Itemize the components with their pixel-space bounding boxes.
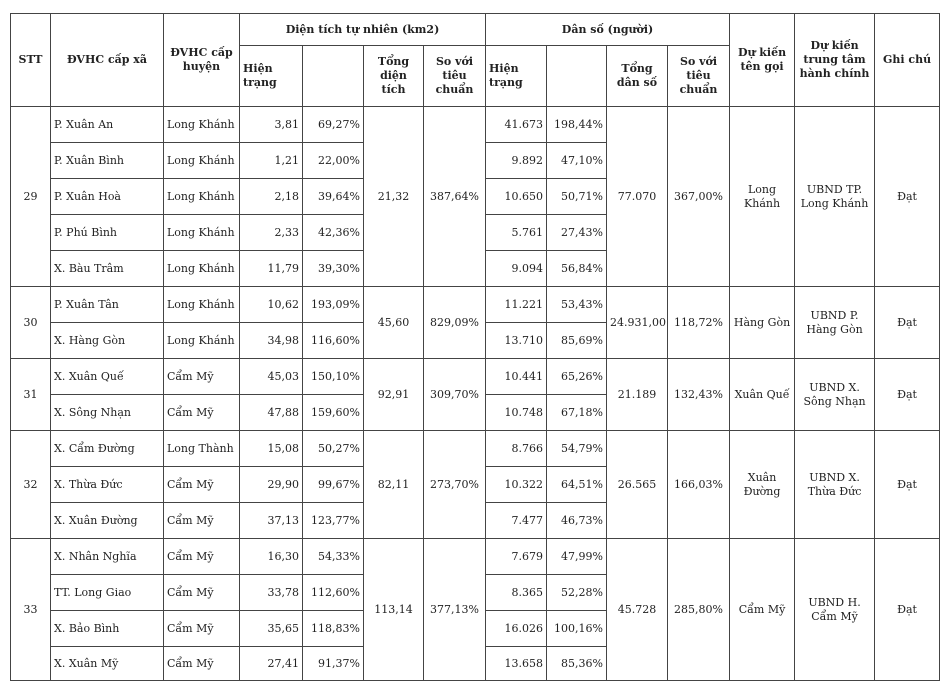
header-pop-pct bbox=[547, 46, 607, 107]
commune-cell: X. Hàng Gòn bbox=[51, 323, 164, 359]
district-cell: Cẩm Mỹ bbox=[164, 611, 240, 647]
commune-cell: P. Xuân Hoà bbox=[51, 179, 164, 215]
area-pct-cell: 91,37% bbox=[303, 647, 364, 681]
area-current-cell: 35,65 bbox=[240, 611, 303, 647]
stt-cell: 33 bbox=[11, 539, 51, 681]
commune-cell: X. Bảo Bình bbox=[51, 611, 164, 647]
pop-pct-cell: 85,69% bbox=[547, 323, 607, 359]
header-district: ĐVHC cấp huyện bbox=[164, 14, 240, 107]
header-admin-center: Dự kiến trung tâm hành chính bbox=[795, 14, 875, 107]
commune-cell: X. Nhân Nghĩa bbox=[51, 539, 164, 575]
pop-pct-cell: 52,28% bbox=[547, 575, 607, 611]
area-current-cell: 15,08 bbox=[240, 431, 303, 467]
district-cell: Long Khánh bbox=[164, 287, 240, 323]
header-area-current: Hiện trạng bbox=[240, 46, 303, 107]
stt-cell: 29 bbox=[11, 107, 51, 287]
header-pop-ratio: So với tiêu chuẩn bbox=[668, 46, 730, 107]
pop-pct-cell: 67,18% bbox=[547, 395, 607, 431]
table-header bbox=[11, 14, 940, 107]
area-pct-cell: 99,67% bbox=[303, 467, 364, 503]
area-current-cell: 29,90 bbox=[240, 467, 303, 503]
commune-cell: P. Phú Bình bbox=[51, 215, 164, 251]
stt-cell: 30 bbox=[11, 287, 51, 359]
pop-current-cell: 9.892 bbox=[486, 143, 547, 179]
pop-current-cell: 13.710 bbox=[486, 323, 547, 359]
header-pop-total: Tổng dân số bbox=[607, 46, 668, 107]
proposed-name-cell: Cẩm Mỹ bbox=[730, 539, 795, 681]
header-area-group: Diện tích tự nhiên (km2) bbox=[240, 14, 486, 46]
area-current-cell: 1,21 bbox=[240, 143, 303, 179]
area-pct-cell: 116,60% bbox=[303, 323, 364, 359]
pop-current-cell: 7.679 bbox=[486, 539, 547, 575]
pop-pct-cell: 65,26% bbox=[547, 359, 607, 395]
table-row bbox=[11, 431, 940, 467]
pop-pct-cell: 54,79% bbox=[547, 431, 607, 467]
table-row bbox=[11, 287, 940, 323]
pop-ratio-cell: 132,43% bbox=[668, 359, 730, 431]
commune-cell: X. Thừa Đức bbox=[51, 467, 164, 503]
admin-center-cell: UBND P. Hàng Gòn bbox=[795, 287, 875, 359]
area-current-cell: 37,13 bbox=[240, 503, 303, 539]
pop-pct-cell: 64,51% bbox=[547, 467, 607, 503]
area-pct-cell: 112,60% bbox=[303, 575, 364, 611]
district-cell: Long Khánh bbox=[164, 143, 240, 179]
note-cell: Đạt bbox=[875, 107, 940, 287]
pop-current-cell: 5.761 bbox=[486, 215, 547, 251]
district-cell: Cẩm Mỹ bbox=[164, 647, 240, 681]
pop-current-cell: 10.650 bbox=[486, 179, 547, 215]
pop-pct-cell: 46,73% bbox=[547, 503, 607, 539]
pop-pct-cell: 27,43% bbox=[547, 215, 607, 251]
area-total-cell: 21,32 bbox=[364, 107, 424, 287]
district-cell: Cẩm Mỹ bbox=[164, 503, 240, 539]
area-ratio-cell: 377,13% bbox=[424, 539, 486, 681]
proposed-name-cell: Xuân Đường bbox=[730, 431, 795, 539]
area-pct-cell: 54,33% bbox=[303, 539, 364, 575]
commune-cell: P. Xuân Tân bbox=[51, 287, 164, 323]
pop-current-cell: 16.026 bbox=[486, 611, 547, 647]
area-pct-cell: 42,36% bbox=[303, 215, 364, 251]
district-cell: Long Khánh bbox=[164, 323, 240, 359]
area-pct-cell: 118,83% bbox=[303, 611, 364, 647]
header-area-total: Tổng diện tích bbox=[364, 46, 424, 107]
pop-pct-cell: 85,36% bbox=[547, 647, 607, 681]
note-cell: Đạt bbox=[875, 287, 940, 359]
header-stt: STT bbox=[11, 14, 51, 107]
header-area-pct bbox=[303, 46, 364, 107]
area-pct-cell: 123,77% bbox=[303, 503, 364, 539]
area-current-cell: 16,30 bbox=[240, 539, 303, 575]
header-pop-current: Hiện trạng bbox=[486, 46, 547, 107]
table-row bbox=[11, 539, 940, 575]
district-cell: Long Khánh bbox=[164, 215, 240, 251]
district-cell: Cẩm Mỹ bbox=[164, 395, 240, 431]
note-cell: Đạt bbox=[875, 431, 940, 539]
proposed-name-cell: Hàng Gòn bbox=[730, 287, 795, 359]
area-current-cell: 33,78 bbox=[240, 575, 303, 611]
table-body bbox=[11, 107, 940, 681]
area-ratio-cell: 309,70% bbox=[424, 359, 486, 431]
district-cell: Cẩm Mỹ bbox=[164, 575, 240, 611]
area-pct-cell: 69,27% bbox=[303, 107, 364, 143]
pop-pct-cell: 56,84% bbox=[547, 251, 607, 287]
pop-total-cell: 26.565 bbox=[607, 431, 668, 539]
area-pct-cell: 50,27% bbox=[303, 431, 364, 467]
commune-cell: X. Bàu Trâm bbox=[51, 251, 164, 287]
pop-current-cell: 11.221 bbox=[486, 287, 547, 323]
area-current-cell: 11,79 bbox=[240, 251, 303, 287]
table-row bbox=[11, 107, 940, 143]
district-cell: Cẩm Mỹ bbox=[164, 539, 240, 575]
area-current-cell: 2,18 bbox=[240, 179, 303, 215]
stt-cell: 32 bbox=[11, 431, 51, 539]
pop-pct-cell: 53,43% bbox=[547, 287, 607, 323]
area-total-cell: 82,11 bbox=[364, 431, 424, 539]
area-ratio-cell: 273,70% bbox=[424, 431, 486, 539]
commune-cell: X. Xuân Mỹ bbox=[51, 647, 164, 681]
commune-cell: X. Xuân Quế bbox=[51, 359, 164, 395]
pop-total-cell: 24.931,00 bbox=[607, 287, 668, 359]
area-total-cell: 113,14 bbox=[364, 539, 424, 681]
district-cell: Long Khánh bbox=[164, 179, 240, 215]
stt-cell: 31 bbox=[11, 359, 51, 431]
table-row bbox=[11, 359, 940, 395]
area-current-cell: 3,81 bbox=[240, 107, 303, 143]
area-total-cell: 45,60 bbox=[364, 287, 424, 359]
pop-current-cell: 7.477 bbox=[486, 503, 547, 539]
pop-ratio-cell: 367,00% bbox=[668, 107, 730, 287]
note-cell: Đạt bbox=[875, 539, 940, 681]
area-current-cell: 47,88 bbox=[240, 395, 303, 431]
note-cell: Đạt bbox=[875, 359, 940, 431]
area-current-cell: 27,41 bbox=[240, 647, 303, 681]
commune-cell: X. Cẩm Đường bbox=[51, 431, 164, 467]
admin-center-cell: UBND X. Sông Nhạn bbox=[795, 359, 875, 431]
area-pct-cell: 39,30% bbox=[303, 251, 364, 287]
area-total-cell: 92,91 bbox=[364, 359, 424, 431]
pop-pct-cell: 198,44% bbox=[547, 107, 607, 143]
header-pop-group: Dân số (người) bbox=[486, 14, 730, 46]
pop-pct-cell: 47,10% bbox=[547, 143, 607, 179]
district-cell: Cẩm Mỹ bbox=[164, 359, 240, 395]
admin-center-cell: UBND TP. Long Khánh bbox=[795, 107, 875, 287]
area-pct-cell: 39,64% bbox=[303, 179, 364, 215]
area-ratio-cell: 829,09% bbox=[424, 287, 486, 359]
district-cell: Long Thành bbox=[164, 431, 240, 467]
proposed-name-cell: Long Khánh bbox=[730, 107, 795, 287]
admin-units-table bbox=[10, 13, 940, 681]
pop-current-cell: 41.673 bbox=[486, 107, 547, 143]
commune-cell: P. Xuân An bbox=[51, 107, 164, 143]
district-cell: Long Khánh bbox=[164, 107, 240, 143]
area-current-cell: 45,03 bbox=[240, 359, 303, 395]
pop-ratio-cell: 118,72% bbox=[668, 287, 730, 359]
area-pct-cell: 22,00% bbox=[303, 143, 364, 179]
area-current-cell: 2,33 bbox=[240, 215, 303, 251]
admin-center-cell: UBND X. Thừa Đức bbox=[795, 431, 875, 539]
commune-cell: X. Sông Nhạn bbox=[51, 395, 164, 431]
pop-current-cell: 8.365 bbox=[486, 575, 547, 611]
pop-current-cell: 13.658 bbox=[486, 647, 547, 681]
area-pct-cell: 159,60% bbox=[303, 395, 364, 431]
pop-current-cell: 10.441 bbox=[486, 359, 547, 395]
pop-pct-cell: 47,99% bbox=[547, 539, 607, 575]
commune-cell: P. Xuân Bình bbox=[51, 143, 164, 179]
header-commune: ĐVHC cấp xã bbox=[51, 14, 164, 107]
commune-cell: TT. Long Giao bbox=[51, 575, 164, 611]
district-cell: Cẩm Mỹ bbox=[164, 467, 240, 503]
district-cell: Long Khánh bbox=[164, 251, 240, 287]
proposed-name-cell: Xuân Quế bbox=[730, 359, 795, 431]
pop-pct-cell: 50,71% bbox=[547, 179, 607, 215]
pop-total-cell: 21.189 bbox=[607, 359, 668, 431]
pop-total-cell: 77.070 bbox=[607, 107, 668, 287]
pop-pct-cell: 100,16% bbox=[547, 611, 607, 647]
area-pct-cell: 193,09% bbox=[303, 287, 364, 323]
header-proposed-name: Dự kiến tên gọi bbox=[730, 14, 795, 107]
area-current-cell: 10,62 bbox=[240, 287, 303, 323]
area-ratio-cell: 387,64% bbox=[424, 107, 486, 287]
pop-current-cell: 10.322 bbox=[486, 467, 547, 503]
area-pct-cell: 150,10% bbox=[303, 359, 364, 395]
header-note: Ghi chú bbox=[875, 14, 940, 107]
pop-ratio-cell: 166,03% bbox=[668, 431, 730, 539]
pop-current-cell: 9.094 bbox=[486, 251, 547, 287]
header-area-ratio: So với tiêu chuẩn bbox=[424, 46, 486, 107]
commune-cell: X. Xuân Đường bbox=[51, 503, 164, 539]
pop-total-cell: 45.728 bbox=[607, 539, 668, 681]
pop-current-cell: 10.748 bbox=[486, 395, 547, 431]
area-current-cell: 34,98 bbox=[240, 323, 303, 359]
pop-ratio-cell: 285,80% bbox=[668, 539, 730, 681]
admin-center-cell: UBND H. Cẩm Mỹ bbox=[795, 539, 875, 681]
pop-current-cell: 8.766 bbox=[486, 431, 547, 467]
